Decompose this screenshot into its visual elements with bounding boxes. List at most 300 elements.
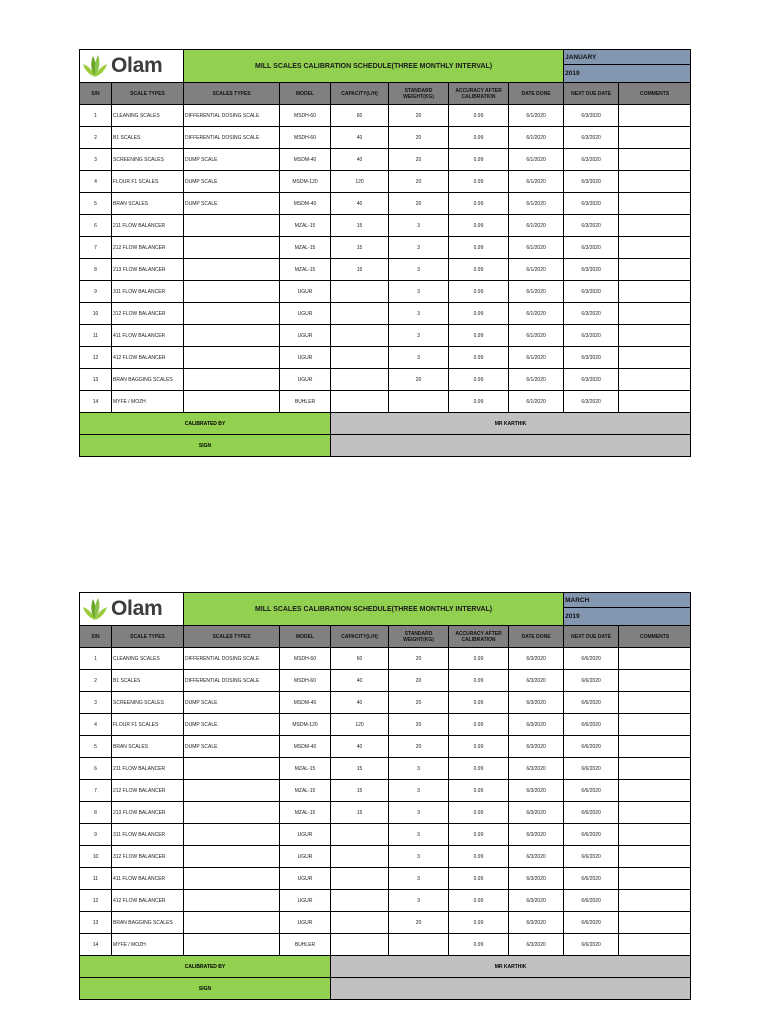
date-done-cell: 6/3/2020: [509, 648, 564, 670]
comments-cell: [619, 714, 691, 736]
accuracy-cell: 0.99: [449, 369, 509, 391]
capacity-cell: 15: [331, 215, 389, 237]
scales-type-cell: DIFFERENTIAL DOSING SCALE: [184, 670, 280, 692]
date-done-cell: 6/1/2020: [509, 171, 564, 193]
table-row: [80, 912, 691, 934]
accuracy-cell: 0.99: [449, 912, 509, 934]
sn-cell: 7: [80, 780, 112, 802]
accuracy-cell: 0.99: [449, 281, 509, 303]
standard-weight-cell: 3: [389, 868, 449, 890]
comments-cell: [619, 802, 691, 824]
table-row: [80, 692, 691, 714]
scales-type-cell: [184, 281, 280, 303]
sn-cell: 3: [80, 149, 112, 171]
column-header: SCALES TYPES: [184, 626, 280, 648]
comments-cell: [619, 127, 691, 149]
comments-cell: [619, 758, 691, 780]
standard-weight-cell: 3: [389, 281, 449, 303]
accuracy-cell: 0.99: [449, 215, 509, 237]
date-done-cell: 6/1/2020: [509, 127, 564, 149]
date-done-cell: 6/1/2020: [509, 259, 564, 281]
scale-type-cell: FLOUR F1 SCALES: [112, 171, 184, 193]
scales-type-cell: DIFFERENTIAL DOSING SCALE: [184, 127, 280, 149]
next-due-date-cell: 6/6/2020: [564, 692, 619, 714]
capacity-cell: 15: [331, 802, 389, 824]
next-due-date-cell: 6/6/2020: [564, 846, 619, 868]
capacity-cell: 15: [331, 237, 389, 259]
comments-cell: [619, 347, 691, 369]
sn-cell: 2: [80, 670, 112, 692]
standard-weight-cell: 20: [389, 105, 449, 127]
model-cell: MSDM-40: [280, 149, 331, 171]
scales-type-cell: DUMP SCALE: [184, 193, 280, 215]
standard-weight-cell: 3: [389, 802, 449, 824]
date-done-cell: 6/1/2020: [509, 303, 564, 325]
model-cell: MZAL-15: [280, 758, 331, 780]
scale-type-cell: MYFE / MOZH: [112, 934, 184, 956]
capacity-cell: 15: [331, 259, 389, 281]
model-cell: UGUR: [280, 912, 331, 934]
date-done-cell: 6/1/2020: [509, 391, 564, 413]
next-due-date-cell: 6/6/2020: [564, 736, 619, 758]
sign-label: SIGN: [80, 435, 331, 457]
table-row: [80, 714, 691, 736]
model-cell: UGUR: [280, 890, 331, 912]
model-cell: MSDM-120: [280, 171, 331, 193]
logo-text: Olam: [111, 597, 163, 620]
capacity-cell: 40: [331, 692, 389, 714]
scale-type-cell: CLEANING SCALES: [112, 648, 184, 670]
comments-cell: [619, 281, 691, 303]
capacity-cell: [331, 391, 389, 413]
standard-weight-cell: 20: [389, 648, 449, 670]
sn-cell: 5: [80, 193, 112, 215]
capacity-cell: [331, 347, 389, 369]
model-cell: BUHLER: [280, 934, 331, 956]
standard-weight-cell: 3: [389, 846, 449, 868]
capacity-cell: 40: [331, 670, 389, 692]
next-due-date-cell: 6/3/2020: [564, 127, 619, 149]
next-due-date-cell: 6/6/2020: [564, 714, 619, 736]
comments-cell: [619, 670, 691, 692]
capacity-cell: [331, 868, 389, 890]
month-cell: MARCH: [564, 593, 691, 608]
next-due-date-cell: 6/3/2020: [564, 281, 619, 303]
capacity-cell: 40: [331, 149, 389, 171]
model-cell: UGUR: [280, 281, 331, 303]
column-header: DATE DONE: [509, 83, 564, 105]
next-due-date-cell: 6/6/2020: [564, 758, 619, 780]
sn-cell: 13: [80, 912, 112, 934]
sn-cell: 9: [80, 281, 112, 303]
column-header: COMMENTS: [619, 83, 691, 105]
sn-cell: 10: [80, 846, 112, 868]
date-done-cell: 6/3/2020: [509, 802, 564, 824]
calibration-table: [79, 592, 691, 1000]
accuracy-cell: 0.99: [449, 868, 509, 890]
date-done-cell: 6/1/2020: [509, 325, 564, 347]
comments-cell: [619, 149, 691, 171]
sign-value: [331, 978, 691, 1000]
calibrated-by-label: CALIBRATED BY: [80, 956, 331, 978]
scale-type-cell: MYFE / MOZH: [112, 391, 184, 413]
standard-weight-cell: 20: [389, 912, 449, 934]
column-header: ACCURACY AFTER CALIBRATION: [449, 83, 509, 105]
comments-cell: [619, 692, 691, 714]
scale-type-cell: 212 FLOW BALANCER: [112, 780, 184, 802]
table-row: [80, 736, 691, 758]
column-header: S/N: [80, 626, 112, 648]
model-cell: MZAL-15: [280, 237, 331, 259]
table-row: [80, 868, 691, 890]
column-header: MODEL: [280, 626, 331, 648]
standard-weight-cell: [389, 391, 449, 413]
model-cell: MSDM-40: [280, 736, 331, 758]
accuracy-cell: 0.99: [449, 391, 509, 413]
date-done-cell: 6/1/2020: [509, 237, 564, 259]
model-cell: MZAL-15: [280, 259, 331, 281]
scales-type-cell: [184, 758, 280, 780]
next-due-date-cell: 6/6/2020: [564, 670, 619, 692]
table-row: [80, 780, 691, 802]
sn-cell: 1: [80, 105, 112, 127]
standard-weight-cell: 3: [389, 758, 449, 780]
column-header: ACCURACY AFTER CALIBRATION: [449, 626, 509, 648]
calibrated-by-value: MR KARTHIK: [331, 956, 691, 978]
standard-weight-cell: 20: [389, 714, 449, 736]
scales-type-cell: [184, 824, 280, 846]
calibration-sheet-january: [79, 49, 690, 457]
column-header: CAPACITY(L/H): [331, 626, 389, 648]
date-done-cell: 6/1/2020: [509, 193, 564, 215]
scale-type-cell: 213 FLOW BALANCER: [112, 259, 184, 281]
date-done-cell: 6/3/2020: [509, 846, 564, 868]
year-cell: 2019: [564, 65, 691, 83]
comments-cell: [619, 736, 691, 758]
date-done-cell: 6/3/2020: [509, 692, 564, 714]
leaf-logo-icon: [82, 597, 108, 621]
table-row: [80, 281, 691, 303]
date-done-cell: 6/1/2020: [509, 149, 564, 171]
comments-cell: [619, 890, 691, 912]
accuracy-cell: 0.99: [449, 824, 509, 846]
scale-type-cell: BRAN SCALES: [112, 193, 184, 215]
comments-cell: [619, 648, 691, 670]
model-cell: UGUR: [280, 846, 331, 868]
comments-cell: [619, 369, 691, 391]
calibration-sheet-march: [79, 592, 690, 1000]
next-due-date-cell: 6/3/2020: [564, 303, 619, 325]
comments-cell: [619, 780, 691, 802]
date-done-cell: 6/3/2020: [509, 714, 564, 736]
capacity-cell: [331, 846, 389, 868]
date-done-cell: 6/1/2020: [509, 369, 564, 391]
next-due-date-cell: 6/6/2020: [564, 868, 619, 890]
table-row: [80, 171, 691, 193]
comments-cell: [619, 237, 691, 259]
model-cell: MZAL-15: [280, 802, 331, 824]
comments-cell: [619, 868, 691, 890]
scales-type-cell: [184, 934, 280, 956]
scales-type-cell: DUMP SCALE: [184, 736, 280, 758]
scales-type-cell: [184, 912, 280, 934]
logo: [80, 50, 184, 83]
date-done-cell: 6/3/2020: [509, 890, 564, 912]
scales-type-cell: [184, 868, 280, 890]
scale-type-cell: BRAN BAGGING SCALES: [112, 369, 184, 391]
date-done-cell: 6/1/2020: [509, 215, 564, 237]
table-row: [80, 215, 691, 237]
logo-text: Olam: [111, 54, 163, 77]
scales-type-cell: DUMP SCALE: [184, 692, 280, 714]
capacity-cell: [331, 369, 389, 391]
date-done-cell: 6/3/2020: [509, 780, 564, 802]
standard-weight-cell: 20: [389, 193, 449, 215]
standard-weight-cell: 20: [389, 670, 449, 692]
capacity-cell: 60: [331, 105, 389, 127]
next-due-date-cell: 6/3/2020: [564, 391, 619, 413]
table-row: [80, 670, 691, 692]
table-row: [80, 325, 691, 347]
date-done-cell: 6/3/2020: [509, 934, 564, 956]
comments-cell: [619, 846, 691, 868]
sn-cell: 6: [80, 758, 112, 780]
accuracy-cell: 0.99: [449, 347, 509, 369]
next-due-date-cell: 6/3/2020: [564, 325, 619, 347]
accuracy-cell: 0.99: [449, 692, 509, 714]
scale-type-cell: SCREENING SCALES: [112, 149, 184, 171]
accuracy-cell: 0.99: [449, 648, 509, 670]
scale-type-cell: 411 FLOW BALANCER: [112, 325, 184, 347]
table-row: [80, 193, 691, 215]
accuracy-cell: 0.99: [449, 934, 509, 956]
scales-type-cell: [184, 259, 280, 281]
table-row: [80, 934, 691, 956]
comments-cell: [619, 215, 691, 237]
model-cell: UGUR: [280, 824, 331, 846]
table-row: [80, 758, 691, 780]
accuracy-cell: 0.99: [449, 736, 509, 758]
model-cell: UGUR: [280, 868, 331, 890]
sn-cell: 9: [80, 824, 112, 846]
column-header: COMMENTS: [619, 626, 691, 648]
accuracy-cell: 0.99: [449, 105, 509, 127]
accuracy-cell: 0.99: [449, 237, 509, 259]
sn-cell: 10: [80, 303, 112, 325]
table-row: [80, 391, 691, 413]
sheet-title: MILL SCALES CALIBRATION SCHEDULE(THREE MONTHLY INTERVAL): [184, 593, 564, 626]
sn-cell: 6: [80, 215, 112, 237]
month-cell: JANUARY: [564, 50, 691, 65]
table-row: [80, 369, 691, 391]
date-done-cell: 6/3/2020: [509, 736, 564, 758]
sn-cell: 12: [80, 890, 112, 912]
capacity-cell: 60: [331, 648, 389, 670]
scales-type-cell: [184, 846, 280, 868]
comments-cell: [619, 193, 691, 215]
model-cell: MSDH-60: [280, 670, 331, 692]
scales-type-cell: DIFFERENTIAL DOSING SCALE: [184, 105, 280, 127]
next-due-date-cell: 6/3/2020: [564, 193, 619, 215]
scales-type-cell: [184, 391, 280, 413]
capacity-cell: [331, 912, 389, 934]
next-due-date-cell: 6/6/2020: [564, 802, 619, 824]
sn-cell: 5: [80, 736, 112, 758]
date-done-cell: 6/1/2020: [509, 281, 564, 303]
accuracy-cell: 0.99: [449, 303, 509, 325]
accuracy-cell: 0.99: [449, 127, 509, 149]
comments-cell: [619, 171, 691, 193]
date-done-cell: 6/3/2020: [509, 824, 564, 846]
scale-type-cell: 311 FLOW BALANCER: [112, 281, 184, 303]
scale-type-cell: 312 FLOW BALANCER: [112, 846, 184, 868]
table-row: [80, 347, 691, 369]
standard-weight-cell: 20: [389, 736, 449, 758]
column-header: STANDARD WEIGHT(KG): [389, 83, 449, 105]
calibrated-by-value: MR KARTHIK: [331, 413, 691, 435]
model-cell: MSDH-60: [280, 105, 331, 127]
calibrated-by-label: CALIBRATED BY: [80, 413, 331, 435]
column-header: SCALES TYPES: [184, 83, 280, 105]
capacity-cell: 15: [331, 758, 389, 780]
calibration-table: [79, 49, 691, 457]
scale-type-cell: 211 FLOW BALANCER: [112, 215, 184, 237]
model-cell: MZAL-15: [280, 780, 331, 802]
next-due-date-cell: 6/6/2020: [564, 824, 619, 846]
leaf-logo-icon: [82, 54, 108, 78]
scales-type-cell: [184, 347, 280, 369]
scale-type-cell: 412 FLOW BALANCER: [112, 347, 184, 369]
next-due-date-cell: 6/3/2020: [564, 215, 619, 237]
date-done-cell: 6/1/2020: [509, 105, 564, 127]
comments-cell: [619, 105, 691, 127]
scales-type-cell: [184, 325, 280, 347]
table-row: [80, 802, 691, 824]
model-cell: UGUR: [280, 347, 331, 369]
column-header: NEXT DUE DATE: [564, 83, 619, 105]
standard-weight-cell: 20: [389, 692, 449, 714]
table-row: [80, 890, 691, 912]
standard-weight-cell: 3: [389, 824, 449, 846]
capacity-cell: 40: [331, 127, 389, 149]
model-cell: MSDM-40: [280, 193, 331, 215]
scale-type-cell: 211 FLOW BALANCER: [112, 758, 184, 780]
scales-type-cell: DIFFERENTIAL DOSING SCALE: [184, 648, 280, 670]
scale-type-cell: B1 SCALES: [112, 670, 184, 692]
scale-type-cell: 412 FLOW BALANCER: [112, 890, 184, 912]
sn-cell: 7: [80, 237, 112, 259]
capacity-cell: 40: [331, 736, 389, 758]
header-row: [80, 626, 691, 648]
next-due-date-cell: 6/3/2020: [564, 171, 619, 193]
capacity-cell: 120: [331, 714, 389, 736]
date-done-cell: 6/3/2020: [509, 758, 564, 780]
sign-label: SIGN: [80, 978, 331, 1000]
comments-cell: [619, 912, 691, 934]
sheet-title: MILL SCALES CALIBRATION SCHEDULE(THREE MONTHLY INTERVAL): [184, 50, 564, 83]
model-cell: MZAL-15: [280, 215, 331, 237]
scale-type-cell: FLOUR F1 SCALES: [112, 714, 184, 736]
standard-weight-cell: 20: [389, 171, 449, 193]
model-cell: UGUR: [280, 303, 331, 325]
next-due-date-cell: 6/6/2020: [564, 648, 619, 670]
table-row: [80, 824, 691, 846]
capacity-cell: [331, 934, 389, 956]
year-cell: 2019: [564, 608, 691, 626]
column-header: MODEL: [280, 83, 331, 105]
column-header: CAPACITY(L/H): [331, 83, 389, 105]
sn-cell: 14: [80, 934, 112, 956]
sn-cell: 1: [80, 648, 112, 670]
table-row: [80, 237, 691, 259]
accuracy-cell: 0.99: [449, 171, 509, 193]
table-row: [80, 127, 691, 149]
scale-type-cell: 312 FLOW BALANCER: [112, 303, 184, 325]
standard-weight-cell: 3: [389, 259, 449, 281]
column-header: S/N: [80, 83, 112, 105]
scale-type-cell: 212 FLOW BALANCER: [112, 237, 184, 259]
date-done-cell: 6/3/2020: [509, 868, 564, 890]
sn-cell: 14: [80, 391, 112, 413]
next-due-date-cell: 6/6/2020: [564, 912, 619, 934]
standard-weight-cell: 3: [389, 890, 449, 912]
next-due-date-cell: 6/6/2020: [564, 780, 619, 802]
model-cell: BUHLER: [280, 391, 331, 413]
capacity-cell: [331, 824, 389, 846]
accuracy-cell: 0.99: [449, 149, 509, 171]
column-header: DATE DONE: [509, 626, 564, 648]
scale-type-cell: 311 FLOW BALANCER: [112, 824, 184, 846]
table-row: [80, 846, 691, 868]
accuracy-cell: 0.99: [449, 780, 509, 802]
next-due-date-cell: 6/3/2020: [564, 149, 619, 171]
comments-cell: [619, 391, 691, 413]
scales-type-cell: [184, 237, 280, 259]
sn-cell: 13: [80, 369, 112, 391]
scales-type-cell: DUMP SCALE: [184, 714, 280, 736]
standard-weight-cell: 20: [389, 127, 449, 149]
model-cell: UGUR: [280, 325, 331, 347]
scales-type-cell: [184, 369, 280, 391]
next-due-date-cell: 6/6/2020: [564, 934, 619, 956]
date-done-cell: 6/1/2020: [509, 347, 564, 369]
scales-type-cell: [184, 780, 280, 802]
capacity-cell: 15: [331, 780, 389, 802]
accuracy-cell: 0.99: [449, 259, 509, 281]
scales-type-cell: [184, 802, 280, 824]
table-row: [80, 149, 691, 171]
sn-cell: 3: [80, 692, 112, 714]
logo: [80, 593, 184, 626]
sn-cell: 11: [80, 868, 112, 890]
capacity-cell: 40: [331, 193, 389, 215]
table-row: [80, 648, 691, 670]
accuracy-cell: 0.99: [449, 758, 509, 780]
capacity-cell: [331, 325, 389, 347]
scale-type-cell: SCREENING SCALES: [112, 692, 184, 714]
next-due-date-cell: 6/3/2020: [564, 259, 619, 281]
standard-weight-cell: 3: [389, 780, 449, 802]
sn-cell: 4: [80, 714, 112, 736]
next-due-date-cell: 6/3/2020: [564, 237, 619, 259]
sn-cell: 4: [80, 171, 112, 193]
table-row: [80, 105, 691, 127]
comments-cell: [619, 303, 691, 325]
scales-type-cell: [184, 303, 280, 325]
next-due-date-cell: 6/6/2020: [564, 890, 619, 912]
sn-cell: 2: [80, 127, 112, 149]
scale-type-cell: BRAN BAGGING SCALES: [112, 912, 184, 934]
